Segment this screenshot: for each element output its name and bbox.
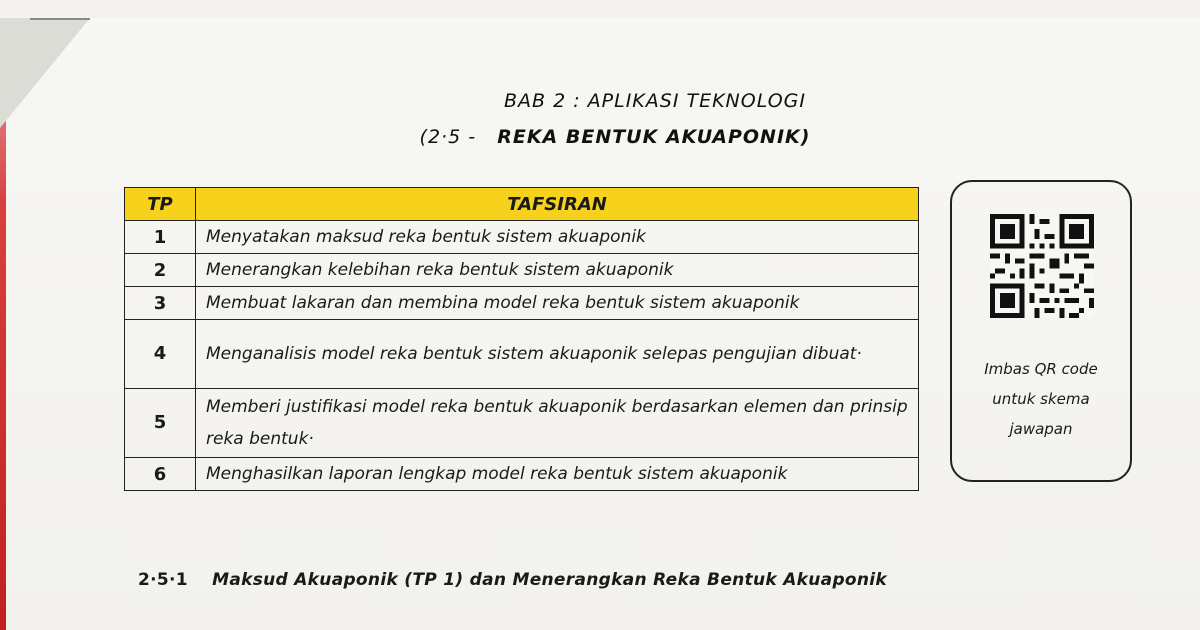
tp-cell: 2 bbox=[125, 254, 196, 287]
tp-table bbox=[124, 187, 919, 491]
table-row bbox=[125, 389, 919, 458]
table-row bbox=[125, 221, 919, 254]
table-header-row bbox=[125, 188, 919, 221]
section-heading bbox=[138, 570, 887, 590]
tp-cell: 1 bbox=[125, 221, 196, 254]
section-number: 2·5·1 bbox=[138, 570, 188, 590]
section-title: Maksud Akuaponik (TP 1) dan Menerangkan Reka Bentuk Akuaponik bbox=[212, 570, 888, 590]
subtitle-name: REKA BENTUK AKUAPONIK) bbox=[497, 126, 811, 148]
qr-caption-line: untuk skema bbox=[992, 390, 1090, 408]
tafsiran-cell: Menganalisis model reka bentuk sistem akuaponik selepas pengujian dibuat· bbox=[196, 320, 919, 389]
table-row bbox=[125, 320, 919, 389]
subtitle-code: (2·5 - bbox=[419, 126, 477, 148]
chapter-subtitle bbox=[0, 126, 1200, 148]
qr-box bbox=[950, 180, 1132, 482]
qr-caption-line: Imbas QR code bbox=[984, 360, 1098, 378]
tp-cell: 4 bbox=[125, 320, 196, 389]
col-tp-header: TP bbox=[125, 188, 196, 221]
tp-cell: 3 bbox=[125, 287, 196, 320]
col-tafsiran-header: TAFSIRAN bbox=[196, 188, 919, 221]
table-row bbox=[125, 287, 919, 320]
tafsiran-cell: Menerangkan kelebihan reka bentuk sistem akuaponik bbox=[196, 254, 919, 287]
table-row bbox=[125, 458, 919, 491]
top-mark bbox=[30, 18, 90, 20]
tafsiran-cell: Memberi justifikasi model reka bentuk akuaponik berdasarkan elemen dan prinsip reka bentuk· bbox=[196, 389, 919, 458]
chapter-title: BAB 2 : APLIKASI TEKNOLOGI bbox=[503, 90, 806, 112]
tp-cell: 5 bbox=[125, 389, 196, 458]
tafsiran-cell: Membuat lakaran dan membina model reka bentuk sistem akuaponik bbox=[196, 287, 919, 320]
tp-cell: 6 bbox=[125, 458, 196, 491]
table-row bbox=[125, 254, 919, 287]
tafsiran-cell: Menyatakan maksud reka bentuk sistem akuaponik bbox=[196, 221, 919, 254]
qr-caption-line: jawapan bbox=[1009, 420, 1073, 438]
qr-code-icon[interactable] bbox=[990, 214, 1094, 318]
qr-caption bbox=[952, 354, 1130, 444]
tafsiran-cell: Menghasilkan laporan lengkap model reka bentuk sistem akuaponik bbox=[196, 458, 919, 491]
